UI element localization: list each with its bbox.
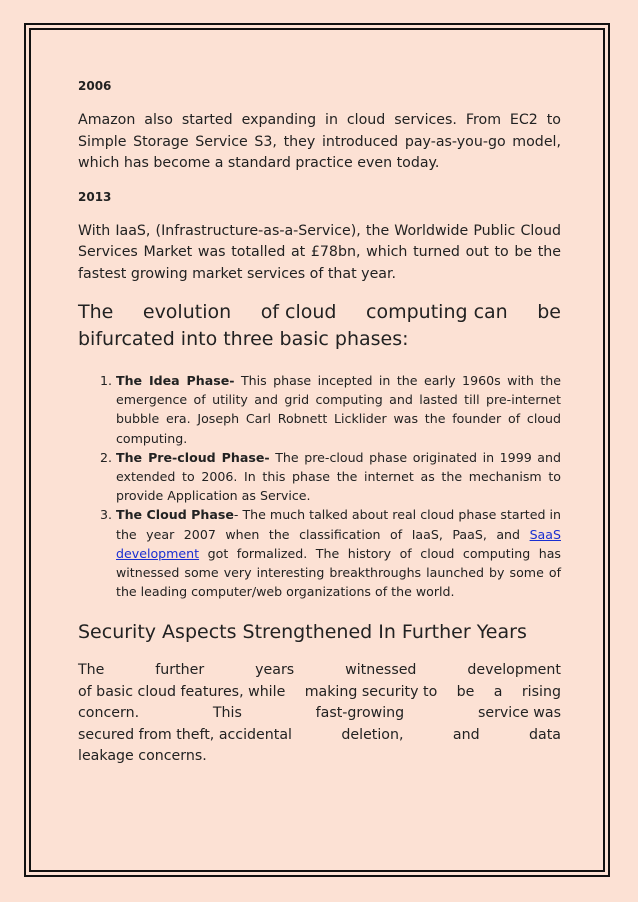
security-line — [78, 660, 561, 682]
security-word: making security to — [304, 683, 438, 700]
document-content — [78, 78, 561, 768]
security-word: further — [155, 662, 205, 679]
year-heading-2013: 2013 — [78, 189, 112, 204]
evolution-heading-word: computing can — [366, 301, 508, 323]
security-word: witnessed — [345, 662, 417, 679]
phases-list — [78, 371, 561, 601]
security-line — [78, 703, 561, 725]
security-word: concern. — [78, 705, 140, 722]
security-line-last — [78, 746, 561, 768]
phase-title: The Pre-cloud Phase- — [116, 449, 270, 465]
phase-text: The pre-cloud phase originated in 1999 and extended to 2006. In this phase the internet as the mechanism to provide Application as Service. — [116, 449, 562, 504]
security-word: a — [493, 683, 503, 700]
phase-title: The Cloud Phase — [116, 507, 234, 523]
security-word: and — [452, 726, 480, 743]
list-item — [116, 371, 561, 448]
phase-text: This phase incepted in the early 1960s with the emergence of utility and grid computing and lasted till pre-internet bubble era. Joseph Carl Robnett Licklider was the founder of cloud computing. — [116, 373, 561, 446]
security-word: data — [529, 726, 561, 743]
security-word: years — [255, 662, 295, 679]
security-paragraph — [78, 660, 561, 768]
security-word: deletion, — [341, 726, 404, 743]
evolution-heading-word: be — [537, 301, 561, 323]
security-word: of basic cloud features, while — [78, 683, 286, 700]
evolution-heading-line2: bifurcated into three basic phases: — [78, 328, 409, 350]
security-word: be — [456, 683, 475, 700]
security-heading: Security Aspects Strengthened In Further Years — [78, 621, 527, 644]
security-line — [78, 725, 561, 747]
phase-text: - The much talked about real cloud phase started in the year 2007 when the classification of IaaS, PaaS, and — [116, 507, 561, 542]
evolution-heading — [78, 299, 561, 353]
security-word: The — [78, 662, 105, 679]
security-word: development — [467, 662, 561, 679]
paragraph-2006: Amazon also started expanding in cloud services. From EC2 to Simple Storage Service S3, they introduced pay-as-you-go model, which has become a standard practice even today. — [78, 112, 561, 171]
saas-development-link[interactable]: SaaS development — [116, 526, 561, 561]
security-word: This — [212, 705, 242, 722]
security-word: rising — [521, 683, 561, 700]
phase-text: got formalized. The history of cloud computing has witnessed some very interesting breakthroughs launched by some of the leading computer/web organizations of the world. — [116, 545, 561, 600]
security-word: fast-growing — [315, 705, 405, 722]
security-word: leakage concerns. — [78, 748, 207, 765]
list-item — [116, 505, 561, 601]
security-word: service was — [477, 705, 561, 722]
list-item — [116, 448, 561, 506]
security-word: secured from theft, accidental — [78, 726, 292, 743]
phase-title: The Idea Phase- — [116, 373, 235, 388]
security-line — [78, 682, 561, 704]
evolution-heading-word: The — [78, 301, 114, 323]
year-heading-2006: 2006 — [78, 79, 112, 93]
evolution-heading-word: of cloud — [260, 301, 337, 323]
evolution-heading-word: evolution — [142, 301, 232, 323]
paragraph-2013: With IaaS, (Infrastructure-as-a-Service), the Worldwide Public Cloud Services Market was totalled at £78bn, which turned out to be the fastest growing market services of that year. — [78, 222, 561, 282]
